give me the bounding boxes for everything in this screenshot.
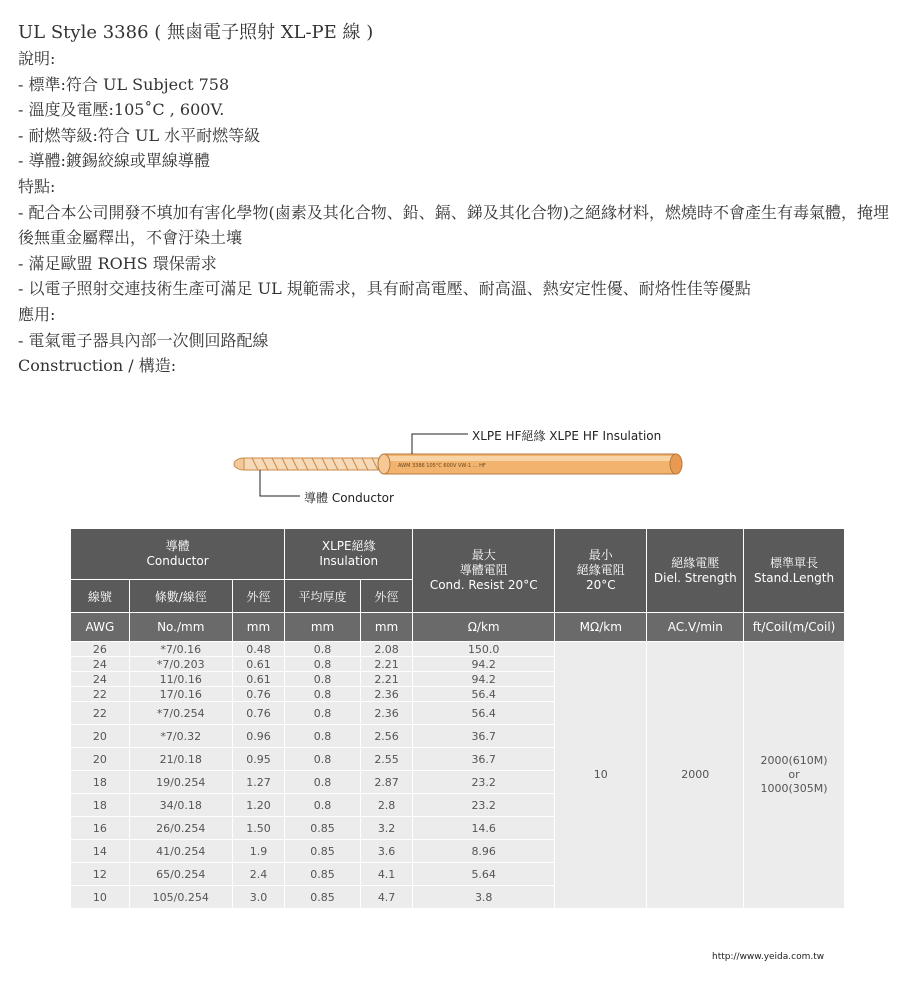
- insulation-jacket-icon: [378, 454, 682, 474]
- table-cell: 0.8: [285, 771, 361, 794]
- table-cell: 0.76: [232, 687, 285, 702]
- unit-cell: AWG: [71, 613, 130, 642]
- table-cell: 0.8: [285, 725, 361, 748]
- desc-item: - 耐燃等級:符合 UL 水平耐燃等級: [18, 125, 261, 145]
- table-cell: 24: [71, 672, 130, 687]
- table-cell: 18: [71, 794, 130, 817]
- desc-heading: 說明:: [18, 49, 56, 68]
- table-cell: 0.8: [285, 794, 361, 817]
- table-cell: 22: [71, 702, 130, 725]
- table-cell: 3.6: [360, 840, 413, 863]
- table-cell: 23.2: [413, 771, 555, 794]
- table-cell: 17/0.16: [129, 687, 232, 702]
- subheader-gauge: 線號: [71, 580, 130, 613]
- table-cell: 24: [71, 657, 130, 672]
- table-cell: 0.85: [285, 886, 361, 909]
- conductor-strands-icon: [234, 458, 384, 470]
- jacket-print: AWM 3386 105°C 600V VW-1 ... HF: [398, 463, 486, 469]
- conductor-label: 導體 Conductor: [304, 491, 394, 505]
- table-cell: 26/0.254: [129, 817, 232, 840]
- table-cell: 1.27: [232, 771, 285, 794]
- table-cell: 94.2: [413, 672, 555, 687]
- table-cell: 8.96: [413, 840, 555, 863]
- table-cell: *7/0.254: [129, 702, 232, 725]
- table-cell: 0.76: [232, 702, 285, 725]
- table-cell: 2.87: [360, 771, 413, 794]
- feat-item: - 滿足歐盟 ROHS 環保需求: [18, 253, 217, 273]
- subheader-cond-od: 外徑: [232, 580, 285, 613]
- header-stand-length: 標準單長 Stand.Length: [744, 529, 845, 613]
- table-cell: 56.4: [413, 687, 555, 702]
- unit-cell: MΩ/km: [555, 613, 647, 642]
- table-cell: 2.21: [360, 672, 413, 687]
- table-cell: *7/0.16: [129, 642, 232, 657]
- table-cell: 0.8: [285, 687, 361, 702]
- table-cell: 65/0.254: [129, 863, 232, 886]
- table-cell: 11/0.16: [129, 672, 232, 687]
- table-cell: 0.8: [285, 672, 361, 687]
- spec-table-body: [71, 642, 845, 909]
- table-cell: *7/0.203: [129, 657, 232, 672]
- insulation-label: XLPE HF絕緣 XLPE HF Insulation: [472, 429, 662, 443]
- table-cell: 10: [71, 886, 130, 909]
- table-cell: 0.8: [285, 657, 361, 672]
- app-heading: 應用:: [18, 304, 56, 324]
- table-cell: 0.8: [285, 702, 361, 725]
- feat-item: - 以電子照射交連技術生產可滿足 UL 規範需求，具有耐高電壓、耐高溫、熱安定性優、耐烙性佳等優點: [18, 279, 751, 299]
- table-cell: 2.36: [360, 687, 413, 702]
- site-url: http://www.yeida.com.tw: [712, 952, 825, 962]
- table-cell: 0.61: [232, 657, 285, 672]
- table-cell: 22: [71, 687, 130, 702]
- table-cell: 5.64: [413, 863, 555, 886]
- table-cell: 0.8: [285, 642, 361, 657]
- table-cell: 0.85: [285, 817, 361, 840]
- table-cell: 0.95: [232, 748, 285, 771]
- table-cell: 1.9: [232, 840, 285, 863]
- subheader-thickness: 平均厚度: [285, 580, 361, 613]
- table-cell: 4.7: [360, 886, 413, 909]
- table-cell: 2.55: [360, 748, 413, 771]
- table-cell: 20: [71, 725, 130, 748]
- unit-cell: AC.V/min: [647, 613, 744, 642]
- table-cell: 2.8: [360, 794, 413, 817]
- desc-item: - 標準:符合 UL Subject 758: [18, 74, 230, 94]
- table-cell: 12: [71, 863, 130, 886]
- feat-item: - 配合本公司開發不填加有害化學物(鹵素及其化合物、鉛、鎘、銻及其化合物)之絕緣材料，燃燒時不會產生有毒氣體，掩埋後無重金屬釋出，不會汙染土壤: [18, 202, 889, 248]
- cable-construction-figure: [0, 420, 900, 520]
- table-cell: 150.0: [413, 642, 555, 657]
- table-cell: 105/0.254: [129, 886, 232, 909]
- table-cell: 19/0.254: [129, 771, 232, 794]
- feat-heading: 特點:: [18, 176, 56, 196]
- table-cell: 3.8: [413, 886, 555, 909]
- table-cell: 14.6: [413, 817, 555, 840]
- table-cell: 0.85: [285, 840, 361, 863]
- table-cell: 1.50: [232, 817, 285, 840]
- table-cell: 21/0.18: [129, 748, 232, 771]
- table-cell: 2.21: [360, 657, 413, 672]
- header-diel-strength: 絕緣電壓 Diel. Strength: [647, 529, 744, 613]
- diel-strength-value: 2000: [647, 642, 744, 909]
- table-cell: 14: [71, 840, 130, 863]
- table-cell: 41/0.254: [129, 840, 232, 863]
- table-cell: 2.56: [360, 725, 413, 748]
- min-insulation-value: 10: [555, 642, 647, 909]
- table-cell: 26: [71, 642, 130, 657]
- unit-cell: mm: [360, 613, 413, 642]
- unit-cell: mm: [285, 613, 361, 642]
- construction-heading: Construction / 構造:: [18, 356, 177, 376]
- table-cell: 0.8: [285, 748, 361, 771]
- table-cell: 18: [71, 771, 130, 794]
- table-row: [71, 642, 845, 657]
- table-cell: 2.08: [360, 642, 413, 657]
- unit-cell: No./mm: [129, 613, 232, 642]
- header-conductor: 導體 Conductor: [71, 529, 285, 580]
- table-cell: 2.4: [232, 863, 285, 886]
- spec-table: [70, 528, 845, 909]
- table-cell: 3.2: [360, 817, 413, 840]
- table-cell: 94.2: [413, 657, 555, 672]
- desc-item: - 溫度及電壓:105˚C , 600V.: [18, 100, 225, 120]
- unit-cell: Ω/km: [413, 613, 555, 642]
- header-insulation: XLPE絕緣 Insulation: [285, 529, 413, 580]
- page-title: UL Style 3386 ( 無鹵電子照射 XL-PE 線 ): [18, 22, 374, 43]
- unit-cell: mm: [232, 613, 285, 642]
- table-cell: 0.48: [232, 642, 285, 657]
- table-cell: 2.36: [360, 702, 413, 725]
- table-cell: 0.96: [232, 725, 285, 748]
- table-cell: 34/0.18: [129, 794, 232, 817]
- table-cell: 36.7: [413, 748, 555, 771]
- stand-length-value: 2000(610M) or 1000(305M): [744, 642, 845, 909]
- cable-illustration: [0, 420, 900, 520]
- table-cell: 36.7: [413, 725, 555, 748]
- app-item: - 電氣電子器具內部一次側回路配線: [18, 330, 269, 350]
- table-cell: 1.20: [232, 794, 285, 817]
- table-cell: 56.4: [413, 702, 555, 725]
- subheader-strands: 條數/線徑: [129, 580, 232, 613]
- table-cell: 23.2: [413, 794, 555, 817]
- table-cell: 0.85: [285, 863, 361, 886]
- table-cell: *7/0.32: [129, 725, 232, 748]
- description-text: [18, 20, 898, 379]
- conductor-leader-line: [260, 470, 300, 496]
- insulation-leader-line: [412, 434, 468, 454]
- desc-item: - 導體:鍍錫絞線或單線導體: [18, 151, 210, 171]
- subheader-ins-od: 外徑: [360, 580, 413, 613]
- table-cell: 20: [71, 748, 130, 771]
- table-cell: 0.61: [232, 672, 285, 687]
- header-resist: 最大 導體電阻 Cond. Resist 20°C: [413, 529, 555, 613]
- header-min-insulation: 最小 絕緣電阻 20°C: [555, 529, 647, 613]
- table-cell: 4.1: [360, 863, 413, 886]
- table-cell: 16: [71, 817, 130, 840]
- table-cell: 3.0: [232, 886, 285, 909]
- unit-cell: ft/Coil(m/Coil): [744, 613, 845, 642]
